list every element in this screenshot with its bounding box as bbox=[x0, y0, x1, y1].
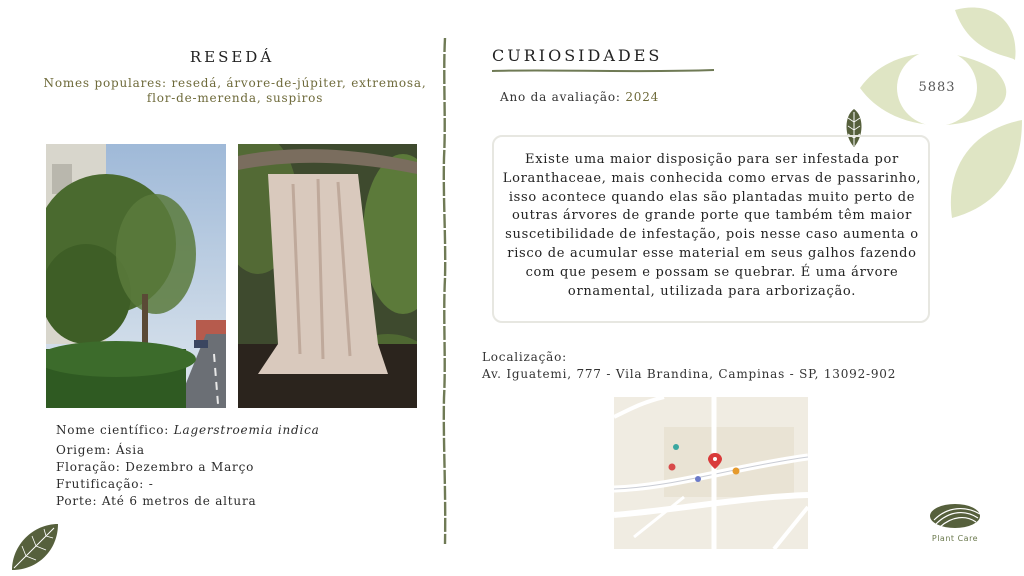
location-address: Av. Iguatemi, 777 - Vila Brandina, Campinas - SP, 13092-902 bbox=[482, 367, 897, 381]
species-facts bbox=[56, 422, 320, 510]
curiosities-title: CURIOSIDADES bbox=[492, 46, 663, 65]
origin: Origem: Ásia bbox=[56, 443, 145, 457]
title-underline bbox=[492, 68, 714, 74]
popular-names: Nomes populares: resedá, árvore-de-júpiter, extremosa, flor-de-merenda, suspiros bbox=[43, 76, 427, 105]
fruiting: Frutificação: - bbox=[56, 477, 154, 491]
leaf-icon bbox=[8, 520, 62, 574]
assessment-year-label: Ano da avaliação: bbox=[500, 90, 626, 104]
leaf-shape-bottom bbox=[951, 120, 1022, 218]
brand-name: Plant Care bbox=[931, 534, 979, 543]
tree-photo bbox=[46, 144, 226, 408]
column-divider bbox=[440, 38, 450, 544]
scientific-name-line bbox=[56, 422, 320, 439]
trunk-photo bbox=[238, 144, 417, 408]
leaf-shape-top bbox=[955, 7, 1016, 60]
scientific-name-label: Nome científico: bbox=[56, 423, 174, 437]
location-label: Localização: bbox=[482, 350, 567, 364]
scientific-name: Lagerstroemia indica bbox=[173, 423, 320, 437]
size: Porte: Até 6 metros de altura bbox=[56, 494, 257, 508]
assessment-year-value: 2024 bbox=[625, 90, 660, 104]
flowering: Floração: Dezembro a Março bbox=[56, 460, 255, 474]
assessment-number: 5883 bbox=[918, 80, 956, 95]
assessment-year bbox=[500, 90, 659, 104]
species-title: RESEDÁ bbox=[189, 48, 275, 66]
location-map[interactable] bbox=[614, 397, 808, 549]
curiosity-text: Existe uma maior disposição para ser infestada por Loranthaceae, mais conhecida como ervas de passarinho, isso acontece quando elas são plantadas muito perto de outras árvores de grande porte que também têm maior suscetibilidade de infestação, pois nesse caso aumenta o risco de acumular esse material em seus galhos fazendo com que pesem e possam se quebrar. É uma árvore ornamental, utilizada para arborização. bbox=[502, 152, 922, 299]
